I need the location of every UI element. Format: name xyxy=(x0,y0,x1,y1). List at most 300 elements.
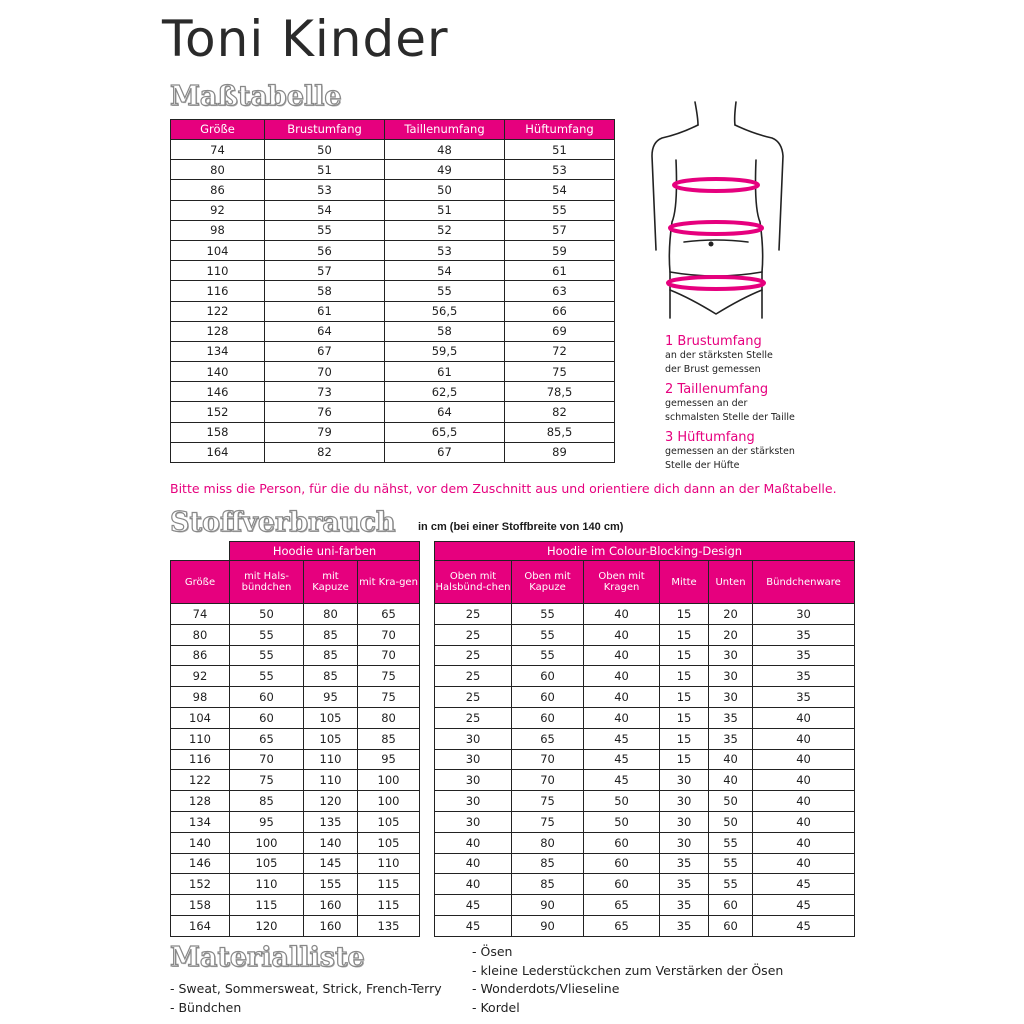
fabric-table-cell: 30 xyxy=(435,811,512,832)
fabric-table-cell: 75 xyxy=(358,687,420,708)
fabric-table-cell: 30 xyxy=(435,728,512,749)
fabric-table xyxy=(170,541,855,937)
materials-title: Materialliste xyxy=(170,942,365,973)
fabric-header-cell: Größe xyxy=(171,561,230,604)
fabric-table-cell: 60 xyxy=(709,895,753,916)
fabric-table-cell: 35 xyxy=(660,853,709,874)
guide-chest-line: an der stärksten Stelle xyxy=(665,350,773,361)
fabric-table-gap xyxy=(420,770,435,791)
fabric-table-cell: 40 xyxy=(753,832,855,853)
fabric-header-cell: mit Kapuze xyxy=(304,561,358,604)
fabric-table-cell: 50 xyxy=(584,811,660,832)
size-table-row xyxy=(171,281,615,301)
fabric-table-cell: 55 xyxy=(512,604,584,625)
size-table-row xyxy=(171,341,615,361)
fabric-table-cell: 158 xyxy=(171,895,230,916)
fabric-table-cell: 134 xyxy=(171,811,230,832)
fabric-table-gap xyxy=(420,832,435,853)
size-table-cell: 52 xyxy=(385,220,505,240)
guide-chest-title: 1 Brustumfang xyxy=(665,334,762,349)
size-table-cell: 58 xyxy=(265,281,385,301)
size-table-cell: 50 xyxy=(265,140,385,160)
fabric-table-cell: 85 xyxy=(304,645,358,666)
fabric-table-cell: 35 xyxy=(660,874,709,895)
fabric-table-cell: 140 xyxy=(304,832,358,853)
size-table-cell: 75 xyxy=(505,362,615,382)
fabric-table-cell: 86 xyxy=(171,645,230,666)
fabric-table-cell: 75 xyxy=(358,666,420,687)
fabric-table-cell: 70 xyxy=(512,749,584,770)
fabric-table-cell: 65 xyxy=(584,915,660,936)
fabric-table-cell: 55 xyxy=(230,645,304,666)
material-item: - Ösen xyxy=(472,944,513,959)
fabric-table-cell: 25 xyxy=(435,624,512,645)
size-table-cell: 92 xyxy=(171,200,265,220)
fabric-group-colour-blocking: Hoodie im Colour-Blocking-Design xyxy=(435,542,855,561)
fabric-table-cell: 35 xyxy=(709,728,753,749)
size-table-cell: 128 xyxy=(171,321,265,341)
size-table-row xyxy=(171,442,615,462)
size-table-cell: 56 xyxy=(265,240,385,260)
size-table-header-cell: Taillenumfang xyxy=(385,120,505,140)
size-table-cell: 72 xyxy=(505,341,615,361)
fabric-table-cell: 55 xyxy=(709,832,753,853)
fabric-table-cell: 85 xyxy=(304,624,358,645)
fabric-table-cell: 60 xyxy=(512,666,584,687)
size-table-cell: 64 xyxy=(265,321,385,341)
fabric-table-cell: 110 xyxy=(304,770,358,791)
fabric-table-cell: 45 xyxy=(584,770,660,791)
size-table-cell: 66 xyxy=(505,301,615,321)
size-table-row xyxy=(171,402,615,422)
fabric-table-cell: 105 xyxy=(358,832,420,853)
fabric-table-cell: 110 xyxy=(358,853,420,874)
fabric-table-cell: 20 xyxy=(709,624,753,645)
fabric-table-gap xyxy=(420,687,435,708)
guide-waist xyxy=(665,382,795,425)
fabric-table-gap xyxy=(420,811,435,832)
size-table-cell: 54 xyxy=(505,180,615,200)
size-table-row xyxy=(171,140,615,160)
body-waist-curve xyxy=(684,240,748,242)
size-table-row xyxy=(171,321,615,341)
fabric-table-cell: 15 xyxy=(660,728,709,749)
hip-measure-line xyxy=(668,277,764,289)
fabric-table-cell: 50 xyxy=(709,811,753,832)
fabric-table-gap xyxy=(420,561,435,604)
size-table-row xyxy=(171,382,615,402)
fabric-group-uni: Hoodie uni-farben xyxy=(230,542,420,561)
fabric-table-cell: 85 xyxy=(358,728,420,749)
size-table-row xyxy=(171,261,615,281)
fabric-table-cell: 164 xyxy=(171,915,230,936)
guide-hip-title: 3 Hüftumfang xyxy=(665,430,755,445)
size-table-cell: 140 xyxy=(171,362,265,382)
guide-waist-line: schmalsten Stelle der Taille xyxy=(665,412,795,423)
guide-hip-line: gemessen an der stärksten xyxy=(665,446,795,457)
fabric-table-cell: 30 xyxy=(709,645,753,666)
fabric-table-cell: 90 xyxy=(512,895,584,916)
fabric-table-cell: 35 xyxy=(709,707,753,728)
size-table-cell: 82 xyxy=(505,402,615,422)
fabric-table-cell: 45 xyxy=(584,749,660,770)
fabric-table-cell: 55 xyxy=(230,624,304,645)
fabric-header-cell: Oben mit Kapuze xyxy=(512,561,584,604)
size-table-cell: 76 xyxy=(265,402,385,422)
chest-measure-line xyxy=(674,179,758,191)
size-table-cell: 53 xyxy=(265,180,385,200)
size-table-cell: 61 xyxy=(505,261,615,281)
fabric-table-row xyxy=(171,604,855,625)
fabric-table-cell: 105 xyxy=(304,707,358,728)
fabric-table-cell: 135 xyxy=(358,915,420,936)
fabric-table-cell: 152 xyxy=(171,874,230,895)
size-table-cell: 67 xyxy=(265,341,385,361)
fabric-table-cell: 75 xyxy=(512,811,584,832)
fabric-table-cell: 45 xyxy=(584,728,660,749)
size-table-cell: 86 xyxy=(171,180,265,200)
fabric-table-row xyxy=(171,687,855,708)
body-underwear-line xyxy=(670,290,762,314)
fabric-header-cell: Oben mit Kragen xyxy=(584,561,660,604)
fabric-table-cell: 100 xyxy=(358,770,420,791)
size-table-cell: 50 xyxy=(385,180,505,200)
fabric-table-cell: 80 xyxy=(358,707,420,728)
fabric-table-gap xyxy=(420,666,435,687)
size-table-cell: 80 xyxy=(171,160,265,180)
size-table-cell: 65,5 xyxy=(385,422,505,442)
fabric-table-title: Stoffverbrauch xyxy=(170,507,396,538)
fabric-table-cell: 45 xyxy=(753,915,855,936)
fabric-table-cell: 15 xyxy=(660,604,709,625)
fabric-table-cell: 25 xyxy=(435,604,512,625)
size-table-title: Maßtabelle xyxy=(170,81,342,112)
size-table-cell: 79 xyxy=(265,422,385,442)
fabric-table-cell: 135 xyxy=(304,811,358,832)
fabric-table-cell: 15 xyxy=(660,749,709,770)
fabric-table-row xyxy=(171,645,855,666)
fabric-table-cell: 110 xyxy=(230,874,304,895)
fabric-table-cell: 80 xyxy=(512,832,584,853)
fabric-table-cell: 40 xyxy=(753,811,855,832)
size-table-cell: 61 xyxy=(265,301,385,321)
size-table-header-cell: Größe xyxy=(171,120,265,140)
fabric-table-cell: 25 xyxy=(435,687,512,708)
fabric-table-cell: 116 xyxy=(171,749,230,770)
fabric-table-cell: 85 xyxy=(512,874,584,895)
fabric-table-cell: 98 xyxy=(171,687,230,708)
fabric-table-cell: 30 xyxy=(435,791,512,812)
fabric-table-gap xyxy=(420,624,435,645)
fabric-table-cell: 85 xyxy=(230,791,304,812)
size-table-cell: 63 xyxy=(505,281,615,301)
size-table-cell: 164 xyxy=(171,442,265,462)
fabric-table-cell: 90 xyxy=(512,915,584,936)
size-table-row xyxy=(171,160,615,180)
brand-title: Toni Kinder xyxy=(162,10,449,68)
fabric-table-cell: 45 xyxy=(435,915,512,936)
body-figure xyxy=(640,100,800,332)
fabric-table-subtitle: in cm (bei einer Stoffbreite von 140 cm) xyxy=(418,521,624,533)
size-table-cell: 122 xyxy=(171,301,265,321)
fabric-table-cell: 50 xyxy=(709,791,753,812)
size-table-cell: 82 xyxy=(265,442,385,462)
size-table-cell: 51 xyxy=(265,160,385,180)
size-table-cell: 51 xyxy=(385,200,505,220)
material-item: - Sweat, Sommersweat, Strick, French-Terry xyxy=(170,981,442,996)
fabric-table-cell: 95 xyxy=(230,811,304,832)
fabric-table-cell: 75 xyxy=(230,770,304,791)
fabric-table-cell: 40 xyxy=(753,853,855,874)
body-neck-right xyxy=(735,102,736,125)
fabric-table-cell: 160 xyxy=(304,915,358,936)
fabric-table-cell: 60 xyxy=(230,707,304,728)
fabric-table-cell: 70 xyxy=(230,749,304,770)
fabric-table-row xyxy=(171,811,855,832)
fabric-table-cell: 30 xyxy=(435,770,512,791)
fabric-table-cell: 30 xyxy=(660,770,709,791)
fabric-table-row xyxy=(171,791,855,812)
size-table-cell: 55 xyxy=(385,281,505,301)
fabric-table-cell: 60 xyxy=(230,687,304,708)
size-table-cell: 57 xyxy=(505,220,615,240)
size-table-cell: 61 xyxy=(385,362,505,382)
guide-chest-line: der Brust gemessen xyxy=(665,364,761,375)
fabric-table-cell: 105 xyxy=(304,728,358,749)
fabric-table-row xyxy=(171,624,855,645)
fabric-table-cell: 40 xyxy=(435,832,512,853)
size-table-cell: 104 xyxy=(171,240,265,260)
guide-waist-title: 2 Taillenumfang xyxy=(665,382,769,397)
fabric-table-gap xyxy=(420,895,435,916)
fabric-table-cell: 40 xyxy=(435,874,512,895)
fabric-table-cell: 60 xyxy=(584,874,660,895)
fabric-table-corner xyxy=(171,542,230,561)
guide-waist-line: gemessen an der xyxy=(665,398,748,409)
fabric-table-cell: 160 xyxy=(304,895,358,916)
fabric-table-cell: 40 xyxy=(709,749,753,770)
fabric-table-cell: 40 xyxy=(435,853,512,874)
fabric-table-cell: 122 xyxy=(171,770,230,791)
fabric-table-cell: 70 xyxy=(358,624,420,645)
fabric-table-cell: 65 xyxy=(358,604,420,625)
size-table-cell: 53 xyxy=(385,240,505,260)
size-table-row xyxy=(171,301,615,321)
fabric-table-cell: 40 xyxy=(753,728,855,749)
fabric-table-cell: 40 xyxy=(584,687,660,708)
fabric-table-cell: 85 xyxy=(304,666,358,687)
fabric-table-cell: 60 xyxy=(709,915,753,936)
fabric-table-cell: 40 xyxy=(753,707,855,728)
size-table-cell: 64 xyxy=(385,402,505,422)
fabric-header-cell: Unten xyxy=(709,561,753,604)
fabric-table-cell: 15 xyxy=(660,687,709,708)
fabric-table-cell: 50 xyxy=(584,791,660,812)
fabric-table-cell: 115 xyxy=(358,874,420,895)
size-table-cell: 54 xyxy=(385,261,505,281)
fabric-table-cell: 35 xyxy=(753,624,855,645)
size-table-row xyxy=(171,240,615,260)
fabric-table-cell: 55 xyxy=(709,874,753,895)
material-item: - Wonderdots/Vlieseline xyxy=(472,981,620,996)
fabric-table-cell: 50 xyxy=(230,604,304,625)
fabric-header-cell: mit Kra-gen xyxy=(358,561,420,604)
fabric-table-cell: 35 xyxy=(753,687,855,708)
fabric-table-cell: 155 xyxy=(304,874,358,895)
fabric-table-row xyxy=(171,707,855,728)
fabric-table-gap xyxy=(420,645,435,666)
size-table-cell: 152 xyxy=(171,402,265,422)
size-table-row xyxy=(171,180,615,200)
fabric-table-gap xyxy=(420,791,435,812)
fabric-table-cell: 55 xyxy=(512,645,584,666)
size-table xyxy=(170,119,615,463)
fabric-table-cell: 25 xyxy=(435,707,512,728)
measurement-note: Bitte miss die Person, für die du nähst, vor dem Zuschnitt aus und orientiere dich dann an der Maßtabelle. xyxy=(170,481,837,496)
materials-left-list xyxy=(170,980,442,1017)
fabric-table-cell: 85 xyxy=(512,853,584,874)
fabric-table-cell: 115 xyxy=(358,895,420,916)
size-table-cell: 134 xyxy=(171,341,265,361)
fabric-table-cell: 25 xyxy=(435,666,512,687)
size-table-row xyxy=(171,220,615,240)
size-table-cell: 49 xyxy=(385,160,505,180)
size-table-row xyxy=(171,362,615,382)
fabric-table-cell: 65 xyxy=(512,728,584,749)
size-table-cell: 74 xyxy=(171,140,265,160)
size-table-cell: 54 xyxy=(265,200,385,220)
fabric-table-cell: 30 xyxy=(660,832,709,853)
size-table-header-cell: Hüftumfang xyxy=(505,120,615,140)
fabric-table-cell: 65 xyxy=(584,895,660,916)
fabric-table-cell: 115 xyxy=(230,895,304,916)
fabric-table-cell: 80 xyxy=(171,624,230,645)
fabric-table-cell: 15 xyxy=(660,666,709,687)
fabric-table-row xyxy=(171,895,855,916)
fabric-table-cell: 45 xyxy=(753,895,855,916)
fabric-table-row xyxy=(171,770,855,791)
size-table-cell: 57 xyxy=(265,261,385,281)
fabric-table-cell: 110 xyxy=(304,749,358,770)
material-item: - kleine Lederstückchen zum Verstärken der Ösen xyxy=(472,962,784,978)
fabric-table-cell: 92 xyxy=(171,666,230,687)
fabric-header-cell: Bündchenware xyxy=(753,561,855,604)
fabric-table-cell: 45 xyxy=(753,874,855,895)
size-table-cell: 55 xyxy=(505,200,615,220)
size-table-cell: 70 xyxy=(265,362,385,382)
fabric-table-cell: 110 xyxy=(171,728,230,749)
fabric-table-cell: 30 xyxy=(753,604,855,625)
fabric-table-cell: 128 xyxy=(171,791,230,812)
fabric-table-cell: 80 xyxy=(304,604,358,625)
fabric-table-cell: 35 xyxy=(753,645,855,666)
fabric-table-cell: 120 xyxy=(304,791,358,812)
fabric-table-cell: 55 xyxy=(230,666,304,687)
fabric-table-cell: 55 xyxy=(709,853,753,874)
guide-chest xyxy=(665,334,773,377)
fabric-table-cell: 60 xyxy=(512,687,584,708)
size-table-cell: 73 xyxy=(265,382,385,402)
fabric-table-gap xyxy=(420,728,435,749)
fabric-table-cell: 70 xyxy=(358,645,420,666)
size-table-cell: 116 xyxy=(171,281,265,301)
fabric-table-cell: 30 xyxy=(660,791,709,812)
size-table-cell: 78,5 xyxy=(505,382,615,402)
fabric-table-cell: 40 xyxy=(584,604,660,625)
size-table-row xyxy=(171,200,615,220)
fabric-table-cell: 25 xyxy=(435,645,512,666)
fabric-table-gap xyxy=(420,604,435,625)
fabric-table-cell: 100 xyxy=(230,832,304,853)
fabric-table-cell: 20 xyxy=(709,604,753,625)
fabric-table-cell: 120 xyxy=(230,915,304,936)
fabric-table-cell: 145 xyxy=(304,853,358,874)
fabric-table-cell: 40 xyxy=(753,749,855,770)
size-table-cell: 51 xyxy=(505,140,615,160)
fabric-table-cell: 60 xyxy=(512,707,584,728)
fabric-table-group-header xyxy=(171,542,855,561)
size-table-cell: 110 xyxy=(171,261,265,281)
body-navel xyxy=(709,242,714,247)
fabric-table-cell: 15 xyxy=(660,707,709,728)
fabric-table-cell: 140 xyxy=(171,832,230,853)
size-table-cell: 146 xyxy=(171,382,265,402)
fabric-table-cell: 35 xyxy=(753,666,855,687)
fabric-table-row xyxy=(171,853,855,874)
fabric-table-cell: 40 xyxy=(753,770,855,791)
fabric-table-cell: 30 xyxy=(709,666,753,687)
fabric-table-header xyxy=(171,561,855,604)
fabric-table-cell: 60 xyxy=(584,832,660,853)
material-item: - Kordel xyxy=(472,999,520,1015)
fabric-table-row xyxy=(171,749,855,770)
body-neck-left xyxy=(695,102,698,125)
size-table-cell: 55 xyxy=(265,220,385,240)
size-table-cell: 59 xyxy=(505,240,615,260)
size-table-cell: 53 xyxy=(505,160,615,180)
fabric-table-cell: 100 xyxy=(358,791,420,812)
fabric-table-row xyxy=(171,832,855,853)
fabric-table-cell: 40 xyxy=(584,624,660,645)
fabric-table-cell: 60 xyxy=(584,853,660,874)
fabric-header-cell: Mitte xyxy=(660,561,709,604)
materials-right-list xyxy=(472,943,783,1017)
fabric-table-cell: 95 xyxy=(358,749,420,770)
fabric-table-cell: 146 xyxy=(171,853,230,874)
fabric-table-cell: 30 xyxy=(435,749,512,770)
size-table-cell: 85,5 xyxy=(505,422,615,442)
fabric-table-cell: 105 xyxy=(358,811,420,832)
fabric-table-cell: 40 xyxy=(753,791,855,812)
size-table-cell: 58 xyxy=(385,321,505,341)
fabric-table-cell: 35 xyxy=(660,895,709,916)
fabric-table-cell: 40 xyxy=(584,666,660,687)
fabric-table-cell: 35 xyxy=(660,915,709,936)
size-table-row xyxy=(171,422,615,442)
fabric-table-cell: 65 xyxy=(230,728,304,749)
fabric-table-cell: 40 xyxy=(709,770,753,791)
size-table-cell: 98 xyxy=(171,220,265,240)
fabric-table-cell: 70 xyxy=(512,770,584,791)
fabric-table-row xyxy=(171,874,855,895)
fabric-table-cell: 75 xyxy=(512,791,584,812)
fabric-table-cell: 30 xyxy=(660,811,709,832)
fabric-table-cell: 55 xyxy=(512,624,584,645)
fabric-header-cell: Oben mit Halsbünd-chen xyxy=(435,561,512,604)
waist-measure-line xyxy=(670,222,762,234)
fabric-table-row xyxy=(171,728,855,749)
size-table-cell: 59,5 xyxy=(385,341,505,361)
